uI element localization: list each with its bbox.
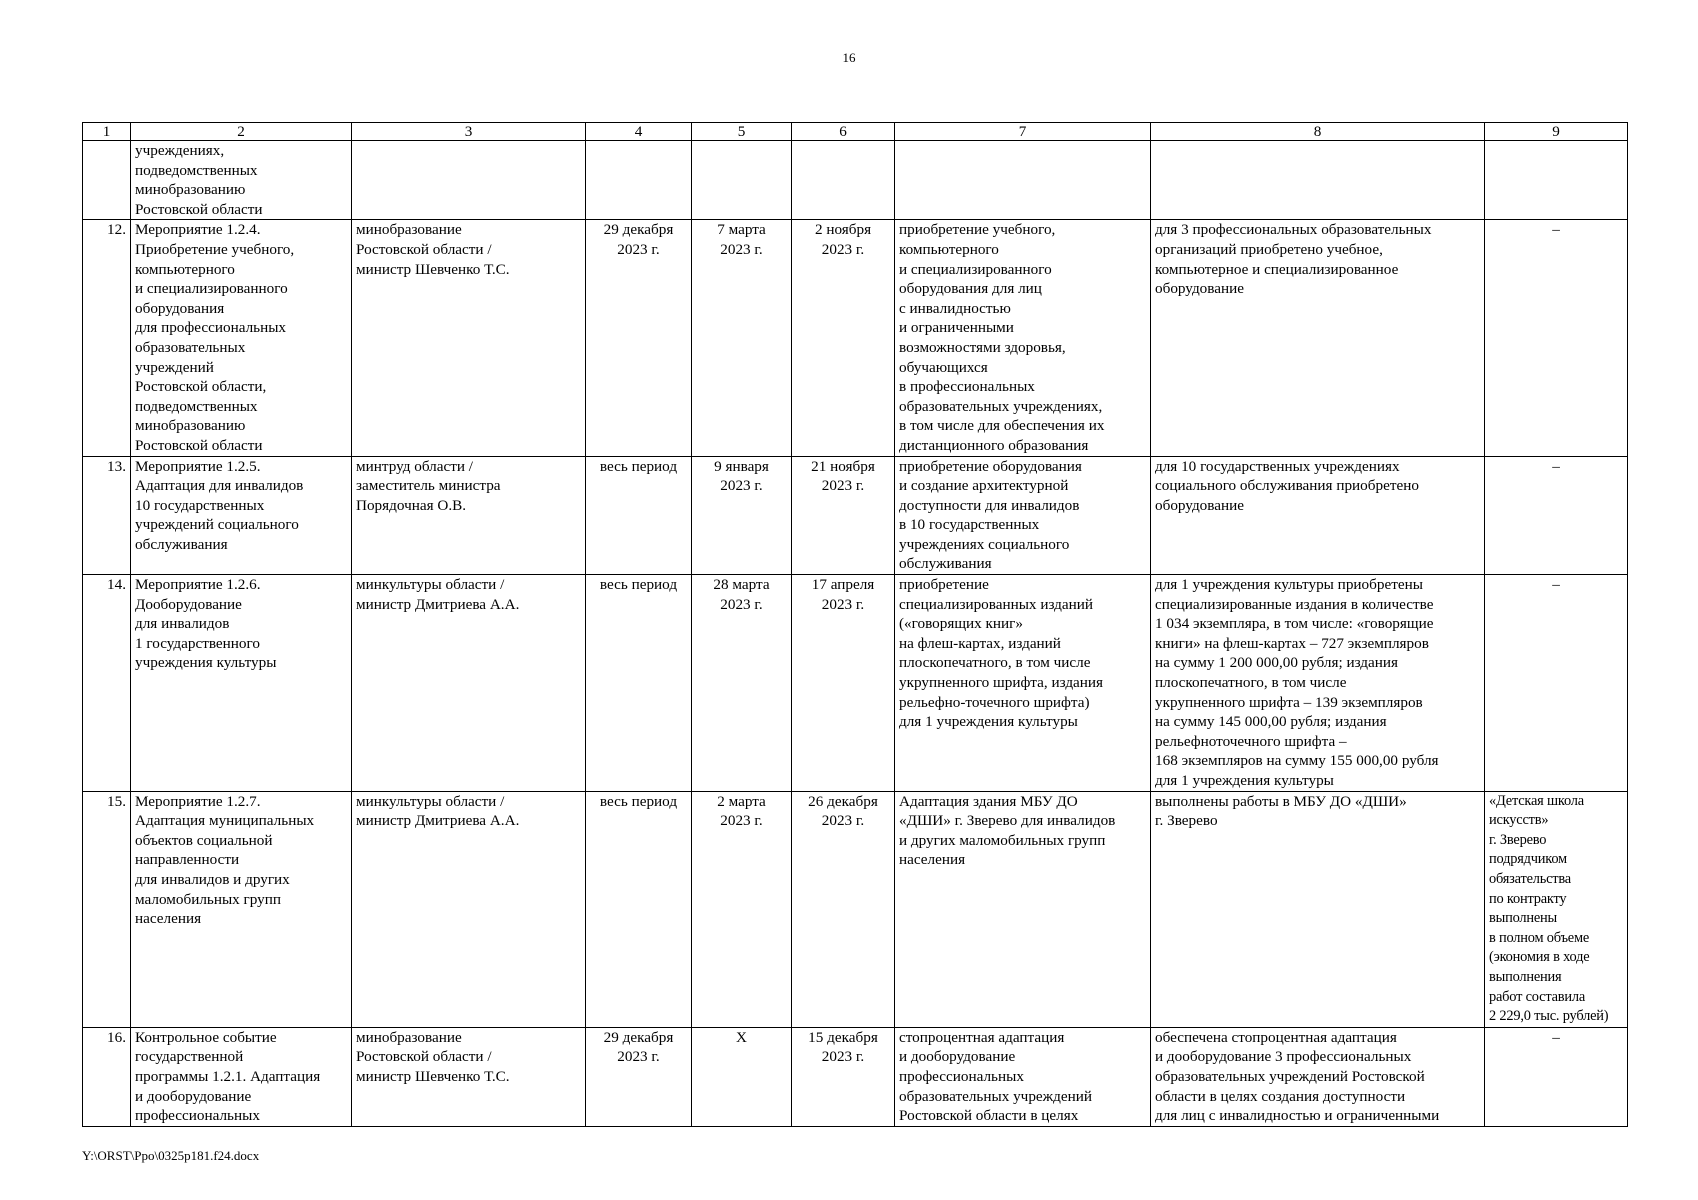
actual-result-cell xyxy=(1151,791,1485,1027)
cell-line: выполнения xyxy=(1489,968,1562,985)
cell-line: оборудование xyxy=(1155,496,1244,514)
cell-line: для 1 учреждения культуры приобретены xyxy=(1155,576,1423,594)
cell-line: специализированных изданий xyxy=(899,595,1094,613)
actual-start-cell xyxy=(692,791,792,1027)
cell-line: Приобретение учебного, xyxy=(135,240,295,258)
cell-line: специализированные издания в количестве xyxy=(1155,595,1434,613)
responsible-cell xyxy=(352,1027,586,1126)
cell-line: 16. xyxy=(107,1028,126,1046)
planned-result-cell xyxy=(895,1027,1151,1126)
column-number-6: 6 xyxy=(792,123,895,141)
cell-line: минобразование xyxy=(356,1028,462,1046)
cell-line: профессиональных xyxy=(135,1107,260,1125)
cell-line: для инвалидов xyxy=(135,615,230,633)
planned-result-cell xyxy=(895,575,1151,792)
cell-line: образовательных учреждениях, xyxy=(899,397,1103,415)
actual-result-cell xyxy=(1151,1027,1485,1126)
table-row xyxy=(83,141,1628,220)
cell-line: учреждений xyxy=(135,358,214,376)
activity-name-cell xyxy=(131,575,352,792)
planned-date-cell xyxy=(586,575,692,792)
cell-line: 2023 г. xyxy=(720,595,763,613)
actual-start-cell xyxy=(692,220,792,456)
responsible-cell xyxy=(352,220,586,456)
cell-line: 7 марта xyxy=(717,221,766,239)
cell-line: организаций приобретено учебное, xyxy=(1155,240,1383,258)
cell-line: минобразованию xyxy=(135,417,246,435)
notes-cell xyxy=(1485,1027,1628,1126)
activity-name-cell xyxy=(131,220,352,456)
cell-line: Ростовской области / xyxy=(356,1048,492,1066)
cell-line: 2023 г. xyxy=(720,477,763,495)
cell-line: – xyxy=(1552,457,1560,475)
cell-line: приобретение оборудования xyxy=(899,457,1082,475)
cell-line: государственной xyxy=(135,1048,244,1066)
row-number-cell xyxy=(83,220,131,456)
cell-line: министр Дмитриева А.А. xyxy=(356,812,520,830)
cell-line: 28 марта xyxy=(713,576,770,594)
cell-line: с инвалидностью xyxy=(899,299,1011,317)
cell-line: Дооборудование xyxy=(135,595,242,613)
cell-line: учреждений социального xyxy=(135,516,299,534)
cell-line: для инвалидов и других xyxy=(135,870,290,888)
cell-line: Ростовской области в целях xyxy=(899,1107,1079,1125)
cell-line: министр Шевченко Т.С. xyxy=(356,1067,510,1085)
cell-line: оборудование xyxy=(1155,280,1244,298)
cell-line: Мероприятие 1.2.7. xyxy=(135,792,261,810)
cell-line: минобразование xyxy=(356,221,462,239)
cell-line: Адаптация здания МБУ ДО xyxy=(899,792,1078,810)
cell-line: в профессиональных xyxy=(899,378,1035,396)
actual-start-cell xyxy=(692,1027,792,1126)
cell-line: подрядчиком xyxy=(1489,851,1567,868)
notes-cell xyxy=(1485,456,1628,575)
cell-line: на сумму 145 000,00 рубля; издания xyxy=(1155,713,1387,731)
cell-line: выполнены xyxy=(1489,910,1558,927)
cell-line: 15 декабря xyxy=(808,1028,878,1046)
actual-end-cell xyxy=(792,1027,895,1126)
cell-line: учреждениях социального xyxy=(899,535,1070,553)
cell-line: 29 декабря xyxy=(603,1028,674,1046)
activity-name-cell xyxy=(131,141,352,220)
cell-line: для 1 учреждения культуры xyxy=(899,713,1078,731)
column-number-2: 2 xyxy=(131,123,352,141)
cell-line: и дооборудование xyxy=(899,1048,1016,1066)
cell-line: приобретение учебного, xyxy=(899,221,1056,239)
cell-line: для 1 учреждения культуры xyxy=(1155,772,1334,789)
cell-line: минкультуры области / xyxy=(356,792,505,810)
planned-date-cell xyxy=(586,456,692,575)
planned-result-cell xyxy=(895,791,1151,1027)
responsible-cell xyxy=(352,791,586,1027)
table-header-row xyxy=(83,123,1628,141)
cell-line: дистанционного образования xyxy=(899,436,1089,454)
cell-line: «Детская школа xyxy=(1489,792,1584,809)
cell-line: компьютерное и специализированное xyxy=(1155,260,1399,278)
cell-line: рельефно-точечного шрифта) xyxy=(899,693,1090,711)
cell-line: г. Зверево xyxy=(1155,812,1218,830)
cell-line: весь период xyxy=(599,457,678,475)
cell-line: Адаптация для инвалидов xyxy=(135,477,304,495)
cell-line: 15. xyxy=(107,792,126,810)
cell-line: в том числе для обеспечения их xyxy=(899,417,1105,435)
cell-line: минтруд области / xyxy=(356,457,474,475)
actual-result-cell xyxy=(1151,220,1485,456)
table-body xyxy=(83,123,1628,1127)
footer-file-path: Y:\ORST\Ppo\0325p181.f24.docx xyxy=(82,1148,260,1163)
cell-line: 168 экземпляров на сумму 155 000,00 рубля xyxy=(1155,752,1439,770)
column-number-8: 8 xyxy=(1151,123,1485,141)
row-number-cell xyxy=(83,791,131,1027)
cell-line: г. Зверево xyxy=(1489,831,1547,848)
table-row xyxy=(83,220,1628,456)
planned-result-cell xyxy=(895,141,1151,220)
cell-line: 2023 г. xyxy=(821,595,865,613)
cell-line: – xyxy=(1552,576,1560,594)
cell-line: 2023 г. xyxy=(617,1048,660,1066)
notes-cell xyxy=(1485,791,1628,1027)
cell-line: оборудования для лиц xyxy=(899,280,1042,298)
cell-line: 1 034 экземпляра, в том числе: «говорящие xyxy=(1155,615,1434,633)
cell-line: населения xyxy=(135,910,202,928)
cell-line: 1 государственного xyxy=(135,634,260,652)
actual-end-cell xyxy=(792,791,895,1027)
cell-line: 13. xyxy=(107,457,126,475)
cell-line: профессиональных xyxy=(899,1067,1024,1085)
notes-cell xyxy=(1485,141,1628,220)
cell-line: 10 государственных xyxy=(135,496,265,514)
cell-line: для лиц с инвалидностью и ограниченными xyxy=(1155,1107,1440,1125)
cell-line: приобретение xyxy=(899,576,989,594)
cell-line: Ростовской области / xyxy=(356,240,492,258)
cell-line: образовательных учреждений xyxy=(899,1087,1092,1105)
table-row xyxy=(83,575,1628,792)
cell-line: компьютерного xyxy=(899,240,999,258)
cell-line: Адаптация муниципальных xyxy=(135,812,315,830)
cell-line: (экономия в ходе xyxy=(1489,949,1590,966)
actual-end-cell xyxy=(792,141,895,220)
cell-line: («говорящих книг» xyxy=(899,615,1024,633)
cell-line: маломобильных групп xyxy=(135,890,282,908)
report-table xyxy=(82,122,1628,1127)
responsible-cell xyxy=(352,456,586,575)
planned-date-cell xyxy=(586,220,692,456)
cell-line: 9 января xyxy=(714,457,769,475)
notes-cell xyxy=(1485,220,1628,456)
cell-line: по контракту xyxy=(1489,890,1567,907)
planned-date-cell xyxy=(586,1027,692,1126)
cell-line: 2023 г. xyxy=(720,812,763,830)
cell-line: X xyxy=(736,1028,747,1046)
column-number-7: 7 xyxy=(895,123,1151,141)
responsible-cell xyxy=(352,141,586,220)
cell-line: обеспечена стопроцентная адаптация xyxy=(1155,1028,1397,1046)
actual-end-cell xyxy=(792,456,895,575)
actual-end-cell xyxy=(792,575,895,792)
cell-line: Порядочная О.В. xyxy=(356,496,467,514)
cell-line: – xyxy=(1552,1028,1560,1046)
cell-line: в 10 государственных xyxy=(899,516,1040,534)
cell-line: обслуживания xyxy=(899,555,992,573)
cell-line: для 3 профессиональных образовательных xyxy=(1155,221,1432,239)
cell-line: искусств» xyxy=(1489,812,1549,829)
cell-line: 2023 г. xyxy=(821,812,865,830)
cell-line: на сумму 1 200 000,00 рубля; издания xyxy=(1155,654,1399,672)
column-number-5: 5 xyxy=(692,123,792,141)
notes-cell xyxy=(1485,575,1628,792)
cell-line: выполнены работы в МБУ ДО «ДШИ» xyxy=(1155,792,1407,810)
cell-line: 12. xyxy=(107,221,126,239)
cell-line: Мероприятие 1.2.4. xyxy=(135,221,261,239)
actual-result-cell xyxy=(1151,575,1485,792)
cell-line: 2 марта xyxy=(717,792,766,810)
cell-line: укрупненного шрифта – 139 экземпляров xyxy=(1155,693,1423,711)
responsible-cell xyxy=(352,575,586,792)
cell-line: направленности xyxy=(135,851,240,869)
actual-start-cell xyxy=(692,575,792,792)
row-number-cell xyxy=(83,456,131,575)
cell-line: 2023 г. xyxy=(821,240,865,258)
cell-line: «ДШИ» г. Зверево для инвалидов xyxy=(899,812,1116,830)
row-number-cell xyxy=(83,575,131,792)
page-number: 16 xyxy=(842,50,856,65)
cell-line: образовательных xyxy=(135,338,246,356)
cell-line: обучающихся xyxy=(899,358,988,376)
cell-line: 21 ноября xyxy=(811,457,875,475)
cell-line: работ составила xyxy=(1489,988,1586,1005)
cell-line: 2023 г. xyxy=(720,240,763,258)
cell-line: доступности для инвалидов xyxy=(899,496,1080,514)
cell-line: рельефноточечного шрифта – xyxy=(1155,732,1347,750)
actual-start-cell xyxy=(692,141,792,220)
cell-line: весь период xyxy=(599,576,678,594)
cell-line: минкультуры области / xyxy=(356,576,505,594)
column-number-4: 4 xyxy=(586,123,692,141)
cell-line: и специализированного xyxy=(135,280,288,298)
cell-line: 2 ноября xyxy=(814,221,872,239)
cell-line: министр Дмитриева А.А. xyxy=(356,595,520,613)
cell-line: Ростовской области xyxy=(135,200,263,218)
cell-line: в полном объеме xyxy=(1489,929,1590,946)
table-row xyxy=(83,456,1628,575)
cell-line: социального обслуживания приобретено xyxy=(1155,477,1419,495)
actual-result-cell xyxy=(1151,456,1485,575)
table-row xyxy=(83,791,1628,1027)
cell-line: Ростовской области, xyxy=(135,378,267,396)
cell-line: весь период xyxy=(599,792,678,810)
cell-line: заместитель министра xyxy=(356,477,501,495)
actual-result-cell xyxy=(1151,141,1485,220)
cell-line: оборудования xyxy=(135,299,225,317)
cell-line: на флеш-картах, изданий xyxy=(899,634,1061,652)
column-number-9: 9 xyxy=(1485,123,1628,141)
cell-line: обязательства xyxy=(1489,870,1571,887)
cell-line: Мероприятие 1.2.6. xyxy=(135,576,261,594)
cell-line: и других маломобильных групп xyxy=(899,831,1106,849)
cell-line: 2023 г. xyxy=(821,1048,865,1066)
actual-end-cell xyxy=(792,220,895,456)
column-number-1: 1 xyxy=(83,123,131,141)
planned-date-cell xyxy=(586,141,692,220)
row-number-cell xyxy=(83,1027,131,1126)
activity-name-cell xyxy=(131,456,352,575)
cell-line: программы 1.2.1. Адаптация xyxy=(135,1067,321,1085)
cell-line: области в целях создания доступности xyxy=(1155,1087,1406,1105)
cell-line: плоскопечатного, в том числе xyxy=(1155,674,1347,692)
activity-name-cell xyxy=(131,791,352,1027)
cell-line: образовательных учреждений Ростовской xyxy=(1155,1067,1425,1085)
cell-line: 26 декабря xyxy=(808,792,878,810)
cell-line: и специализированного xyxy=(899,260,1052,278)
cell-line: населения xyxy=(899,851,966,869)
cell-line: подведомственных xyxy=(135,161,258,179)
cell-line: 17 апреля xyxy=(811,576,875,594)
table-row xyxy=(83,1027,1628,1126)
cell-line: объектов социальной xyxy=(135,831,273,849)
cell-line: и дооборудование 3 профессиональных xyxy=(1155,1048,1412,1066)
planned-result-cell xyxy=(895,220,1151,456)
cell-line: Мероприятие 1.2.5. xyxy=(135,457,261,475)
cell-line: и ограниченными xyxy=(899,319,1014,337)
cell-line: и создание архитектурной xyxy=(899,477,1069,495)
cell-line: 2023 г. xyxy=(821,477,865,495)
cell-line: министр Шевченко Т.С. xyxy=(356,260,510,278)
cell-line: 29 декабря xyxy=(603,221,674,239)
planned-result-cell xyxy=(895,456,1151,575)
cell-line: компьютерного xyxy=(135,260,235,278)
cell-line: 2023 г. xyxy=(617,240,660,258)
cell-line: 2 229,0 тыс. рублей) xyxy=(1489,1008,1609,1025)
cell-line: плоскопечатного, в том числе xyxy=(899,654,1091,672)
row-number-cell xyxy=(83,141,131,220)
cell-line: Ростовской области xyxy=(135,436,263,454)
planned-date-cell xyxy=(586,791,692,1027)
cell-line: учреждения культуры xyxy=(135,654,277,672)
cell-line: учреждениях, xyxy=(135,142,225,159)
cell-line: стопроцентная адаптация xyxy=(899,1028,1065,1046)
cell-line: – xyxy=(1552,221,1560,239)
cell-line: обслуживания xyxy=(135,535,228,553)
cell-line: Контрольное событие xyxy=(135,1028,277,1046)
cell-line: книги» на флеш-картах – 727 экземпляров xyxy=(1155,634,1429,652)
cell-line: укрупненного шрифта, издания xyxy=(899,674,1104,692)
actual-start-cell xyxy=(692,456,792,575)
activity-name-cell xyxy=(131,1027,352,1126)
cell-line: возможностями здоровья, xyxy=(899,338,1066,356)
cell-line: и дооборудование xyxy=(135,1087,252,1105)
column-number-3: 3 xyxy=(352,123,586,141)
cell-line: минобразованию xyxy=(135,181,246,199)
cell-line: для 10 государственных учреждениях xyxy=(1155,457,1400,475)
cell-line: подведомственных xyxy=(135,397,258,415)
cell-line: для профессиональных xyxy=(135,319,287,337)
cell-line: 14. xyxy=(107,576,126,594)
